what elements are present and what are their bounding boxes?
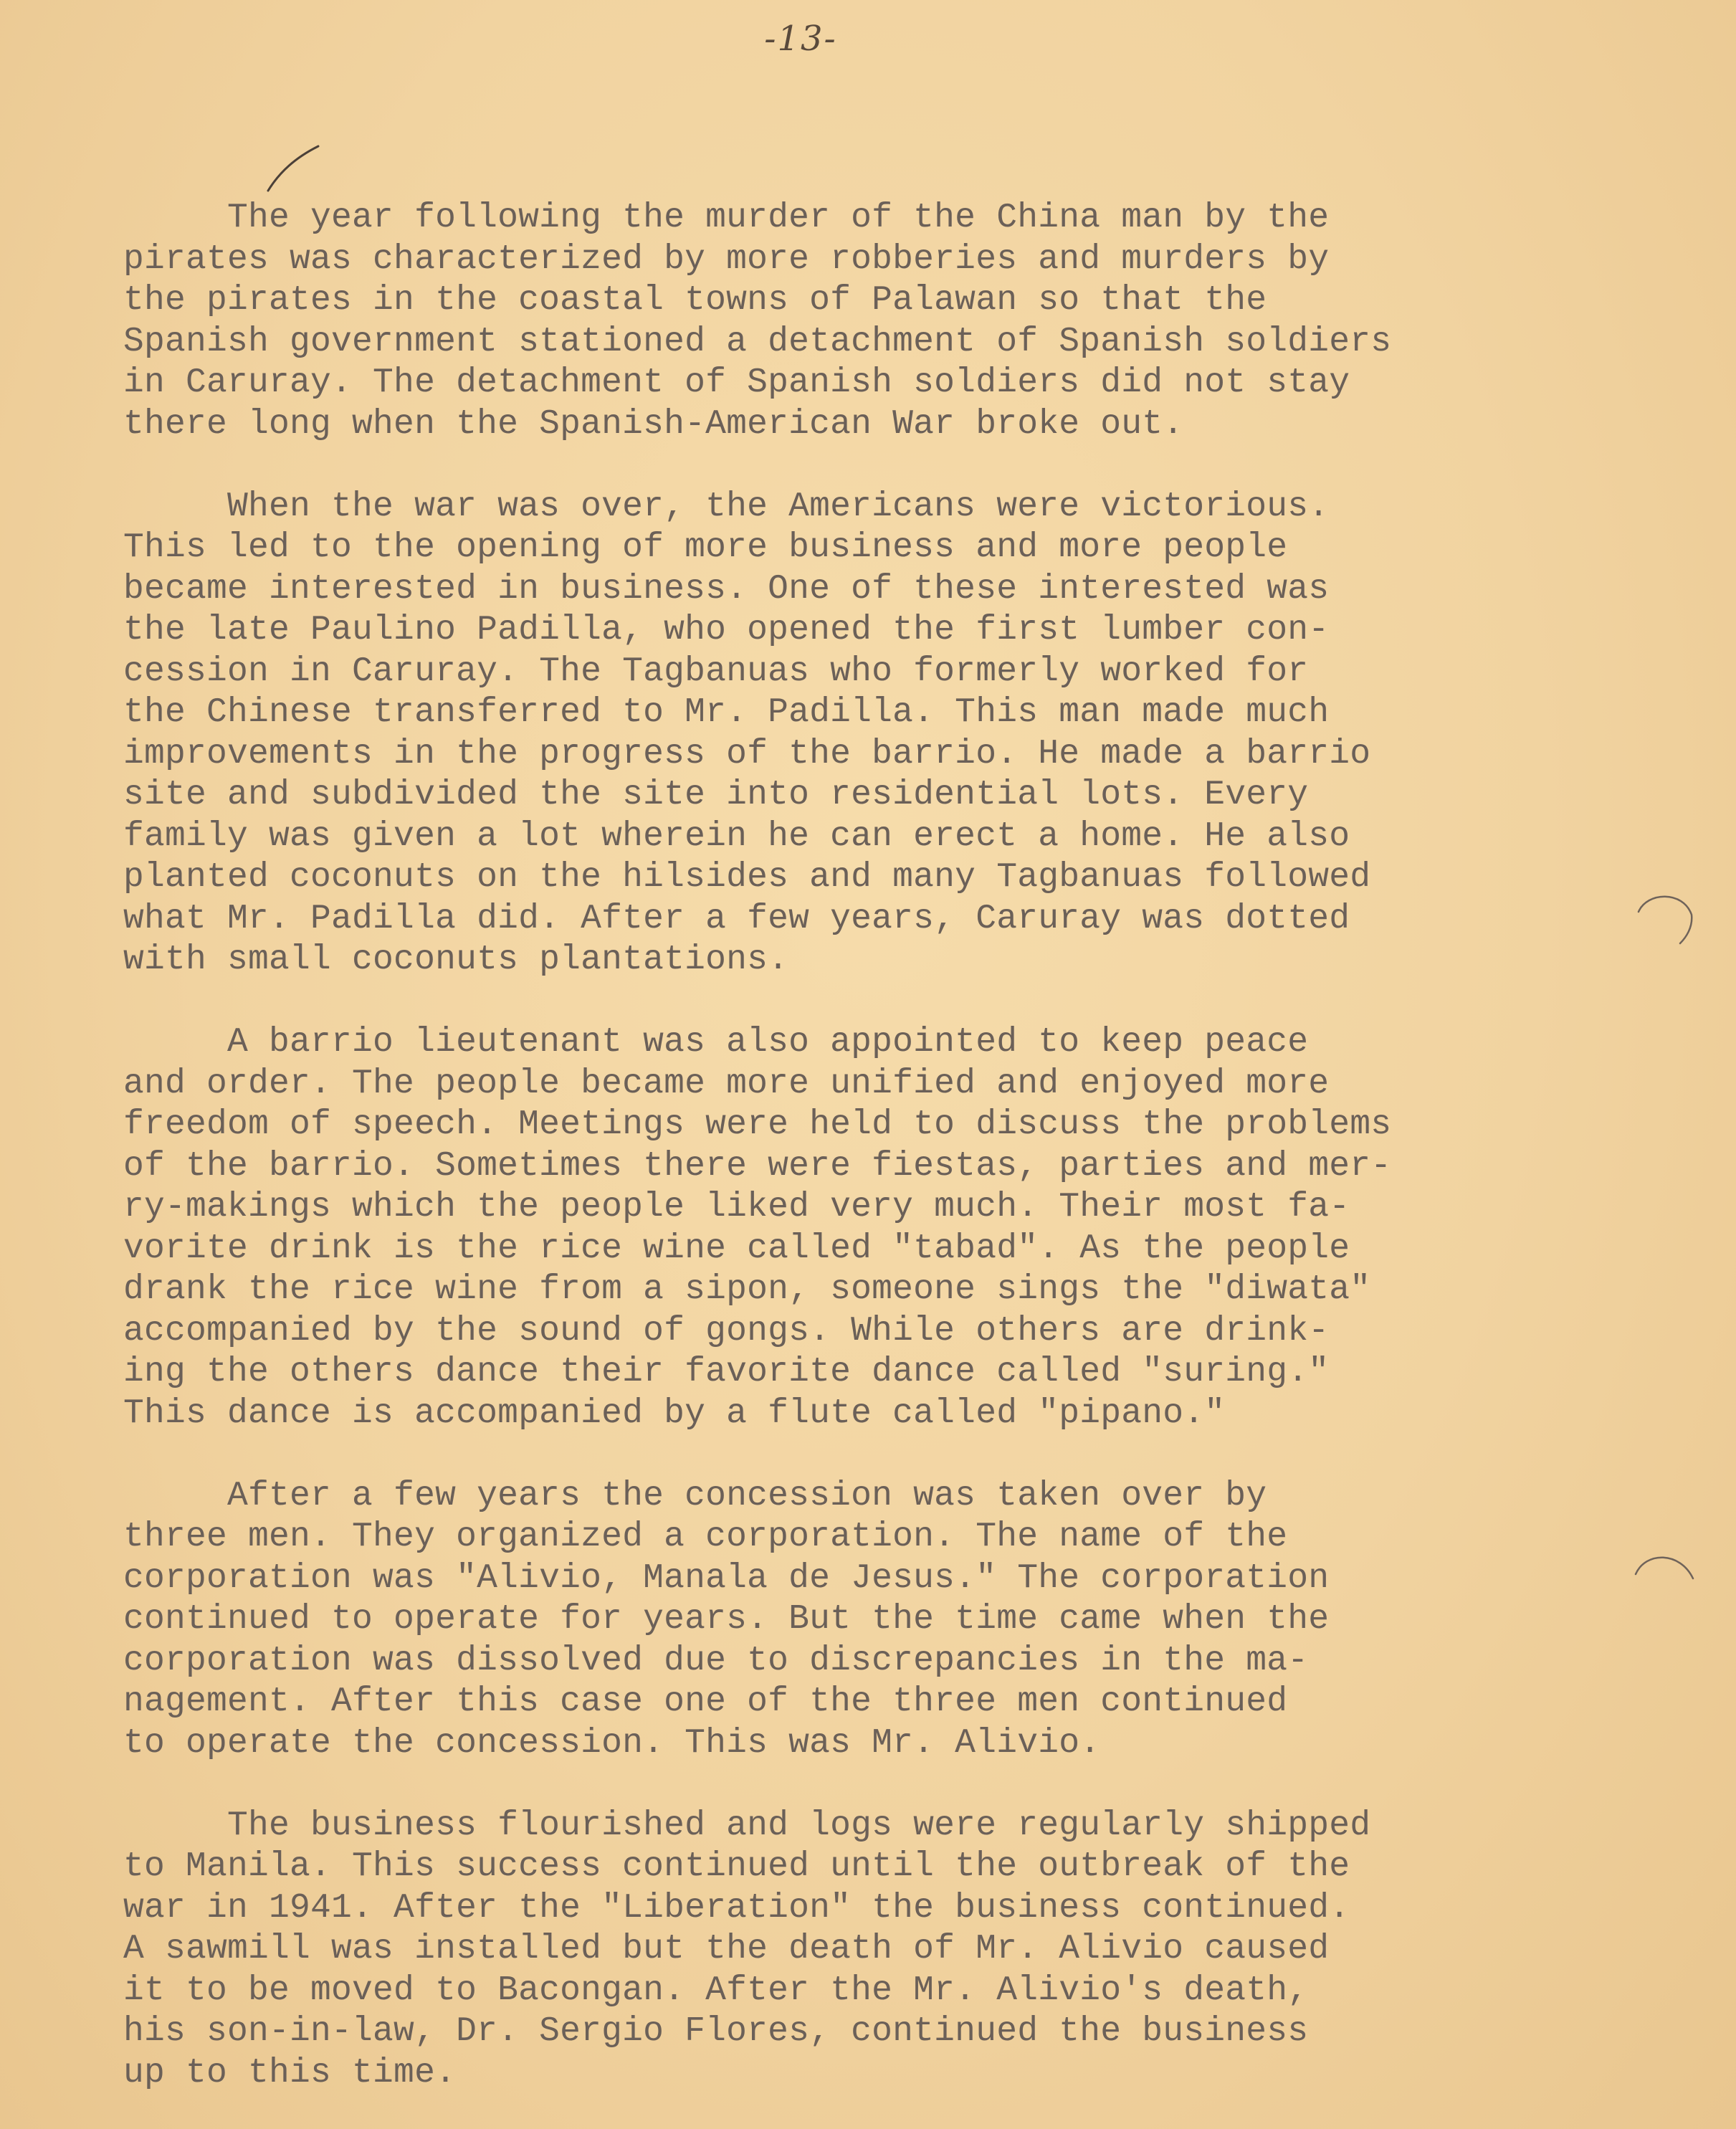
text-line: and order. The people became more unified and enjoyed more xyxy=(123,1064,1330,1103)
text-line: After a few years the concession was taken over by xyxy=(123,1476,1267,1515)
text-line: The year following the murder of the China man by the xyxy=(123,199,1330,237)
text-line: nagement. After this case one of the three men continued xyxy=(123,1682,1288,1721)
paragraph xyxy=(123,1806,1636,2095)
text-line: vorite drink is the rice wine called "tabad". As the people xyxy=(123,1229,1350,1268)
text-line: site and subdivided the site into residential lots. Every xyxy=(123,776,1309,814)
text-line: three men. They organized a corporation. The name of the xyxy=(123,1518,1288,1556)
text-line: continued to operate for years. But the time came when the xyxy=(123,1600,1330,1639)
text-line: This dance is accompanied by a flute called "pipano." xyxy=(123,1394,1226,1433)
text-line: planted coconuts on the hilsides and many Tagbanuas followed xyxy=(123,858,1371,897)
text-line: up to this time. xyxy=(123,2053,457,2092)
text-line: accompanied by the sound of gongs. While others are drink- xyxy=(123,1311,1330,1351)
page-number: -13- xyxy=(764,19,837,59)
text-line: to Manila. This success continued until the outbreak of the xyxy=(123,1847,1350,1886)
text-line: of the barrio. Sometimes there were fiestas, parties and mer- xyxy=(123,1146,1392,1186)
text-line: The business flourished and logs were regularly shipped xyxy=(123,1806,1371,1845)
paragraph xyxy=(123,1476,1636,1765)
text-line: to operate the concession. This was Mr. Alivio. xyxy=(123,1723,1101,1763)
text-line: improvements in the progress of the barrio. He made a barrio xyxy=(123,734,1371,773)
paragraph xyxy=(123,487,1636,981)
text-line: in Caruray. The detachment of Spanish soldiers did not stay xyxy=(123,363,1350,402)
text-line: Spanish government stationed a detachment of Spanish soldiers xyxy=(123,322,1392,361)
text-line: what Mr. Padilla did. After a few years, Caruray was dotted xyxy=(123,899,1350,938)
body-text xyxy=(123,198,1636,2129)
text-line: there long when the Spanish-American War broke out. xyxy=(123,404,1184,444)
text-line: war in 1941. After the "Liberation" the business continued. xyxy=(123,1888,1350,1928)
text-line: pirates was characterized by more robberies and murders by xyxy=(123,239,1330,279)
text-line: corporation was dissolved due to discrepancies in the ma- xyxy=(123,1641,1309,1680)
text-line: This led to the opening of more business and more people xyxy=(123,528,1288,567)
margin-arc-icon xyxy=(1633,886,1697,951)
text-line: his son-in-law, Dr. Sergio Flores, continued the business xyxy=(123,2012,1309,2051)
text-line: freedom of speech. Meetings were held to discuss the problems xyxy=(123,1105,1392,1144)
text-line: A barrio lieutenant was also appointed to keep peace xyxy=(123,1023,1309,1062)
text-line: ing the others dance their favorite dance called "suring." xyxy=(123,1353,1330,1391)
text-line: family was given a lot wherein he can erect a home. He also xyxy=(123,816,1350,856)
text-line: drank the rice wine from a sipon, someone sings the "diwata" xyxy=(123,1270,1371,1309)
paragraph xyxy=(123,1022,1636,1434)
text-line: the Chinese transferred to Mr. Padilla. This man made much xyxy=(123,693,1330,732)
paragraph xyxy=(123,198,1636,445)
text-line: with small coconuts plantations. xyxy=(123,940,789,979)
text-line: the pirates in the coastal towns of Palawan so that the xyxy=(123,281,1267,320)
text-line: When the war was over, the Americans were victorious. xyxy=(123,487,1330,526)
text-line: became interested in business. One of these interested was xyxy=(123,569,1330,609)
text-line: the late Paulino Padilla, who opened the first lumber con- xyxy=(123,611,1330,649)
margin-arc-icon xyxy=(1633,1547,1697,1611)
text-line: ry-makings which the people liked very much. Their most fa- xyxy=(123,1188,1350,1227)
text-line: A sawmill was installed but the death of Mr. Alivio caused xyxy=(123,1930,1330,1968)
text-line: it to be moved to Bacongan. After the Mr. Alivio's death, xyxy=(123,1971,1309,2010)
text-line: corporation was "Alivio, Manala de Jesus." The corporation xyxy=(123,1558,1330,1598)
check-mark-icon xyxy=(264,140,321,198)
text-line: cession in Caruray. The Tagbanuas who formerly worked for xyxy=(123,652,1309,691)
